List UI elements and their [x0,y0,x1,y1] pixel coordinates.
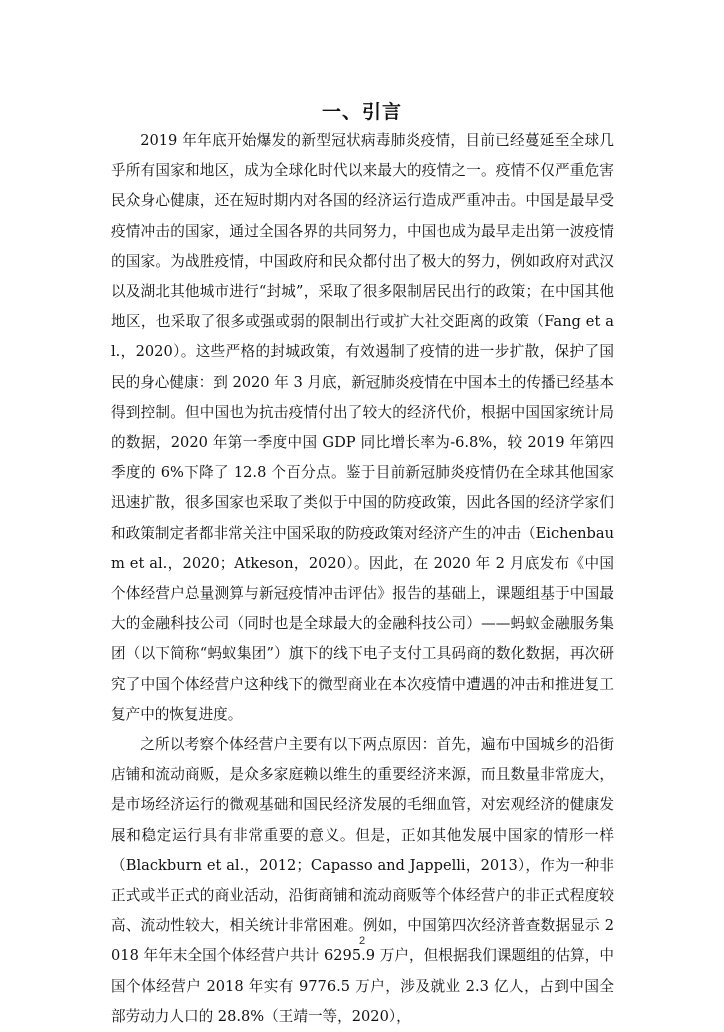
page-number: 2 [358,935,366,947]
paragraph-reasons-for-study: 之所以考察个体经营户主要有以下两点原因：首先，遍布中国城乡的沿街店铺和流动商贩，是众多家庭赖以维生的重要经济来源，而且数量非常庞大，是市场经济运行的微观基础和国民经济发展的毛细血管，对宏观经济的健康发展和稳定运行具有非常重要的意义。但是，正如其他发展中国家的情形一样（Blackburn et al.，2012；Capasso and Jappelli，2013），作为一种非正式或半正式的商业活动，沿街商铺和流动商贩等个体经营户的非正式程度较高、流动性较大，相关统计非常困难。例如，中国第四次经济普查数据显示 2018 年年末全国个体经营户共计 6295.9 万户，但根据我们课题组的估算，中国个体经营户 2018 年实有 9776.5 万户，涉及就业 2.3 亿人，占到中国全部劳动力人口的 28.8%（王靖一等，2020）， [111,736,614,1025]
section-title: 一、引言 [321,101,402,123]
paragraph-introduction-context: 2019 年年底开始爆发的新型冠状病毒肺炎疫情，目前已经蔓延至全球几乎所有国家和地区，成为全球化时代以来最大的疫情之一。疫情不仅严重危害民众身心健康，还在短时期内对各国的经济运行造成严重冲击。中国是最早受疫情冲击的国家，通过全国各界的共同努力，中国也成为最早走出第一波疫情的国家。为战胜疫情，中国政府和民众都付出了极大的努力，例如政府对武汉以及湖北其他城市进行“封城”，采取了很多限制居民出行的政策；在中国其他地区，也采取了很多或强或弱的限制出行或扩大社交距离的政策（Fang et al.，2020）。这些严格的封城政策，有效遏制了疫情的进一步扩散，保护了国民的身心健康：到 2020 年 3 月底，新冠肺炎疫情在中国本土的传播已经基本得到控制。但中国也为抗击疫情付出了较大的经济代价，根据中国国家统计局的数据，2020 年第一季度中国 GDP 同比增长率为-6.8%，较 2019 年第四季度的 6%下降了 12.8 个百分点。鉴于目前新冠肺炎疫情仍在全球其他国家迅速扩散，很多国家也采取了类似于中国的防疫政策，因此各国的经济学家们和政策制定者都非常关注中国采取的防疫政策对经济产生的冲击（Eichenbaum et al.，2020；Atkeson，2020）。因此，在 2020 年 2 月底发布《中国个体经营户总量测算与新冠疫情冲击评估》报告的基础上，课题组基于中国最大的金融科技公司（同时也是全球最大的金融科技公司）——蚂蚁金融服务集团（以下简称“蚂蚁集团”）旗下的线下电子支付工具码商的数化数据，再次研究了中国个体经营户这种线下的微型商业在本次疫情中遭遇的冲击和推进复工复产中的恢复进度。 [111,132,614,723]
body-text [111,126,614,1032]
